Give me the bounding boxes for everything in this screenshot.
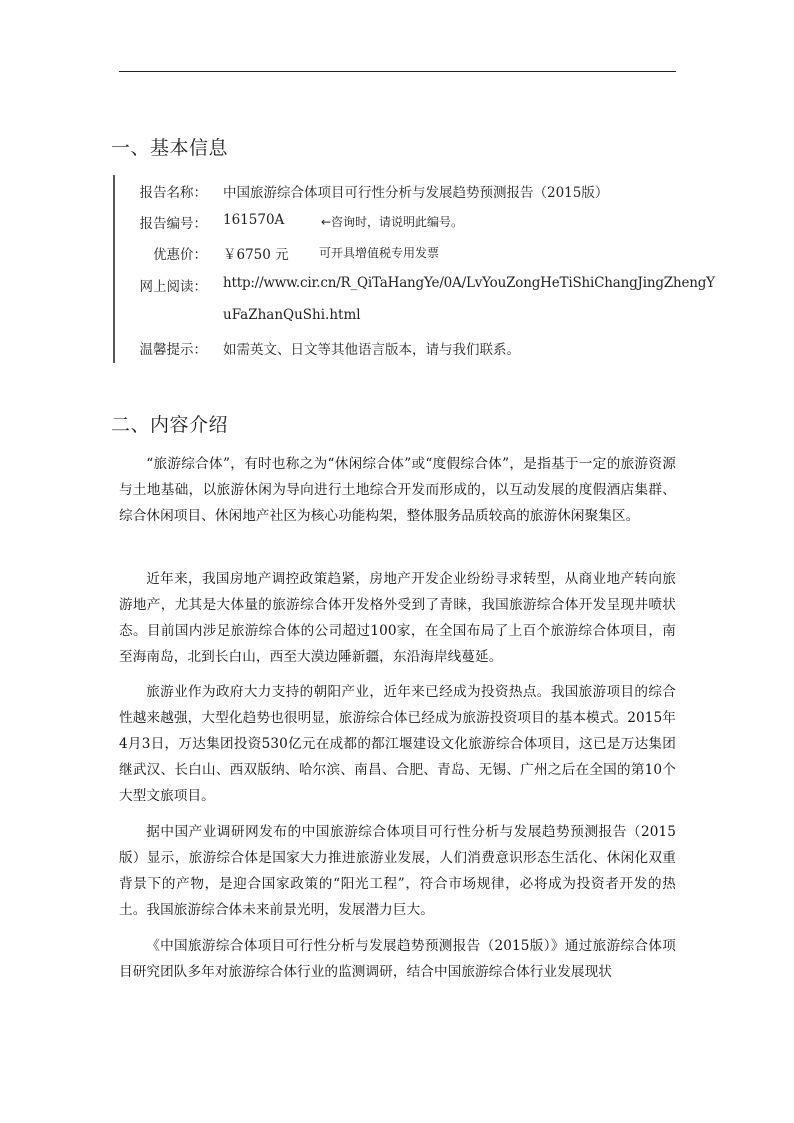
tip-label: 温馨提示： bbox=[139, 342, 207, 358]
invoice-note: 可开具增值税专用发票 bbox=[319, 246, 440, 260]
top-rule bbox=[119, 71, 676, 72]
paragraph-2: 近年来，我国房地产调控政策趋紧，房地产开发企业纷纷寻求转型，从商业地产转向旅游地产，尤其是大体量的旅游综合体开发格外受到了青睐，我国旅游综合体开发呈现井喷状态。目前国内涉足旅游综合体的公司超过100家，在全国布局了上百个旅游综合体项目，南至海南岛，北到长白山，西至大漠边陲新疆，东沿海岸线蔓延。 bbox=[119, 571, 676, 665]
basic-info-heading: 一、基本信息 bbox=[111, 137, 229, 159]
online-reading-label: 网上阅读： bbox=[139, 279, 207, 295]
report-name-value: 中国旅游综合体项目可行性分析与发展趋势预测报告（2015版） bbox=[223, 185, 609, 201]
price-label: 优惠价： bbox=[153, 247, 207, 263]
online-url-line1[interactable]: http://www.cir.cn/R_QiTaHangYe/0A/LvYouZongHeTiShiChangJingZhengY bbox=[223, 275, 715, 291]
paragraph-3: 旅游业作为政府大力支持的朝阳产业，近年来已经成为投资热点。我国旅游项目的综合性越来越强，大型化趋势也很明显，旅游综合体已经成为旅游投资项目的基本模式。2015年4月3日，万达集团投资530亿元在成都的都江堰建设文化旅游综合体项目，这已是万达集团继武汉、长白山、西双版纳、哈尔滨、南昌、合肥、青岛、无锡、广州之后在全国的第10个大型文旅项目。 bbox=[119, 684, 676, 804]
paragraph-4: 据中国产业调研网发布的中国旅游综合体项目可行性分析与发展趋势预测报告（2015版）显示，旅游综合体是国家大力推进旅游业发展，人们消费意识形态生活化、休闲化双重背景下的产物，是迎合国家政策的“阳光工程”，符合市场规律，必将成为投资者开发的热土。我国旅游综合体未来前景光明，发展潜力巨大。 bbox=[119, 824, 676, 918]
paragraph-5: 《中国旅游综合体项目可行性分析与发展趋势预测报告（2015版）》通过旅游综合体项目研究团队多年对旅游综合体行业的监测调研，结合中国旅游综合体行业发展现状 bbox=[119, 938, 676, 980]
report-number-note: ←咨询时，请说明此编号。 bbox=[321, 215, 464, 229]
paragraph-1: “旅游综合体”，有时也称之为“休闲综合体”或“度假综合体”，是指基于一定的旅游资源与土地基础，以旅游休闲为导向进行土地综合开发而形成的，以互动发展的度假酒店集群、综合休闲项目、休闲地产社区为核心功能构架，整体服务品质较高的旅游休闲聚集区。 bbox=[119, 456, 676, 524]
price-value: ￥6750 元 bbox=[223, 247, 289, 263]
report-number-label: 报告编号： bbox=[139, 216, 207, 232]
content-intro-heading: 二、内容介绍 bbox=[111, 414, 229, 436]
online-url-line2[interactable]: uFaZhanQuShi.html bbox=[223, 307, 361, 323]
tip-value: 如需英文、日文等其他语言版本，请与我们联系。 bbox=[223, 342, 520, 358]
report-number-value: 161570A bbox=[223, 212, 285, 228]
report-name-label: 报告名称： bbox=[139, 185, 207, 201]
basic-info-block bbox=[113, 175, 715, 363]
